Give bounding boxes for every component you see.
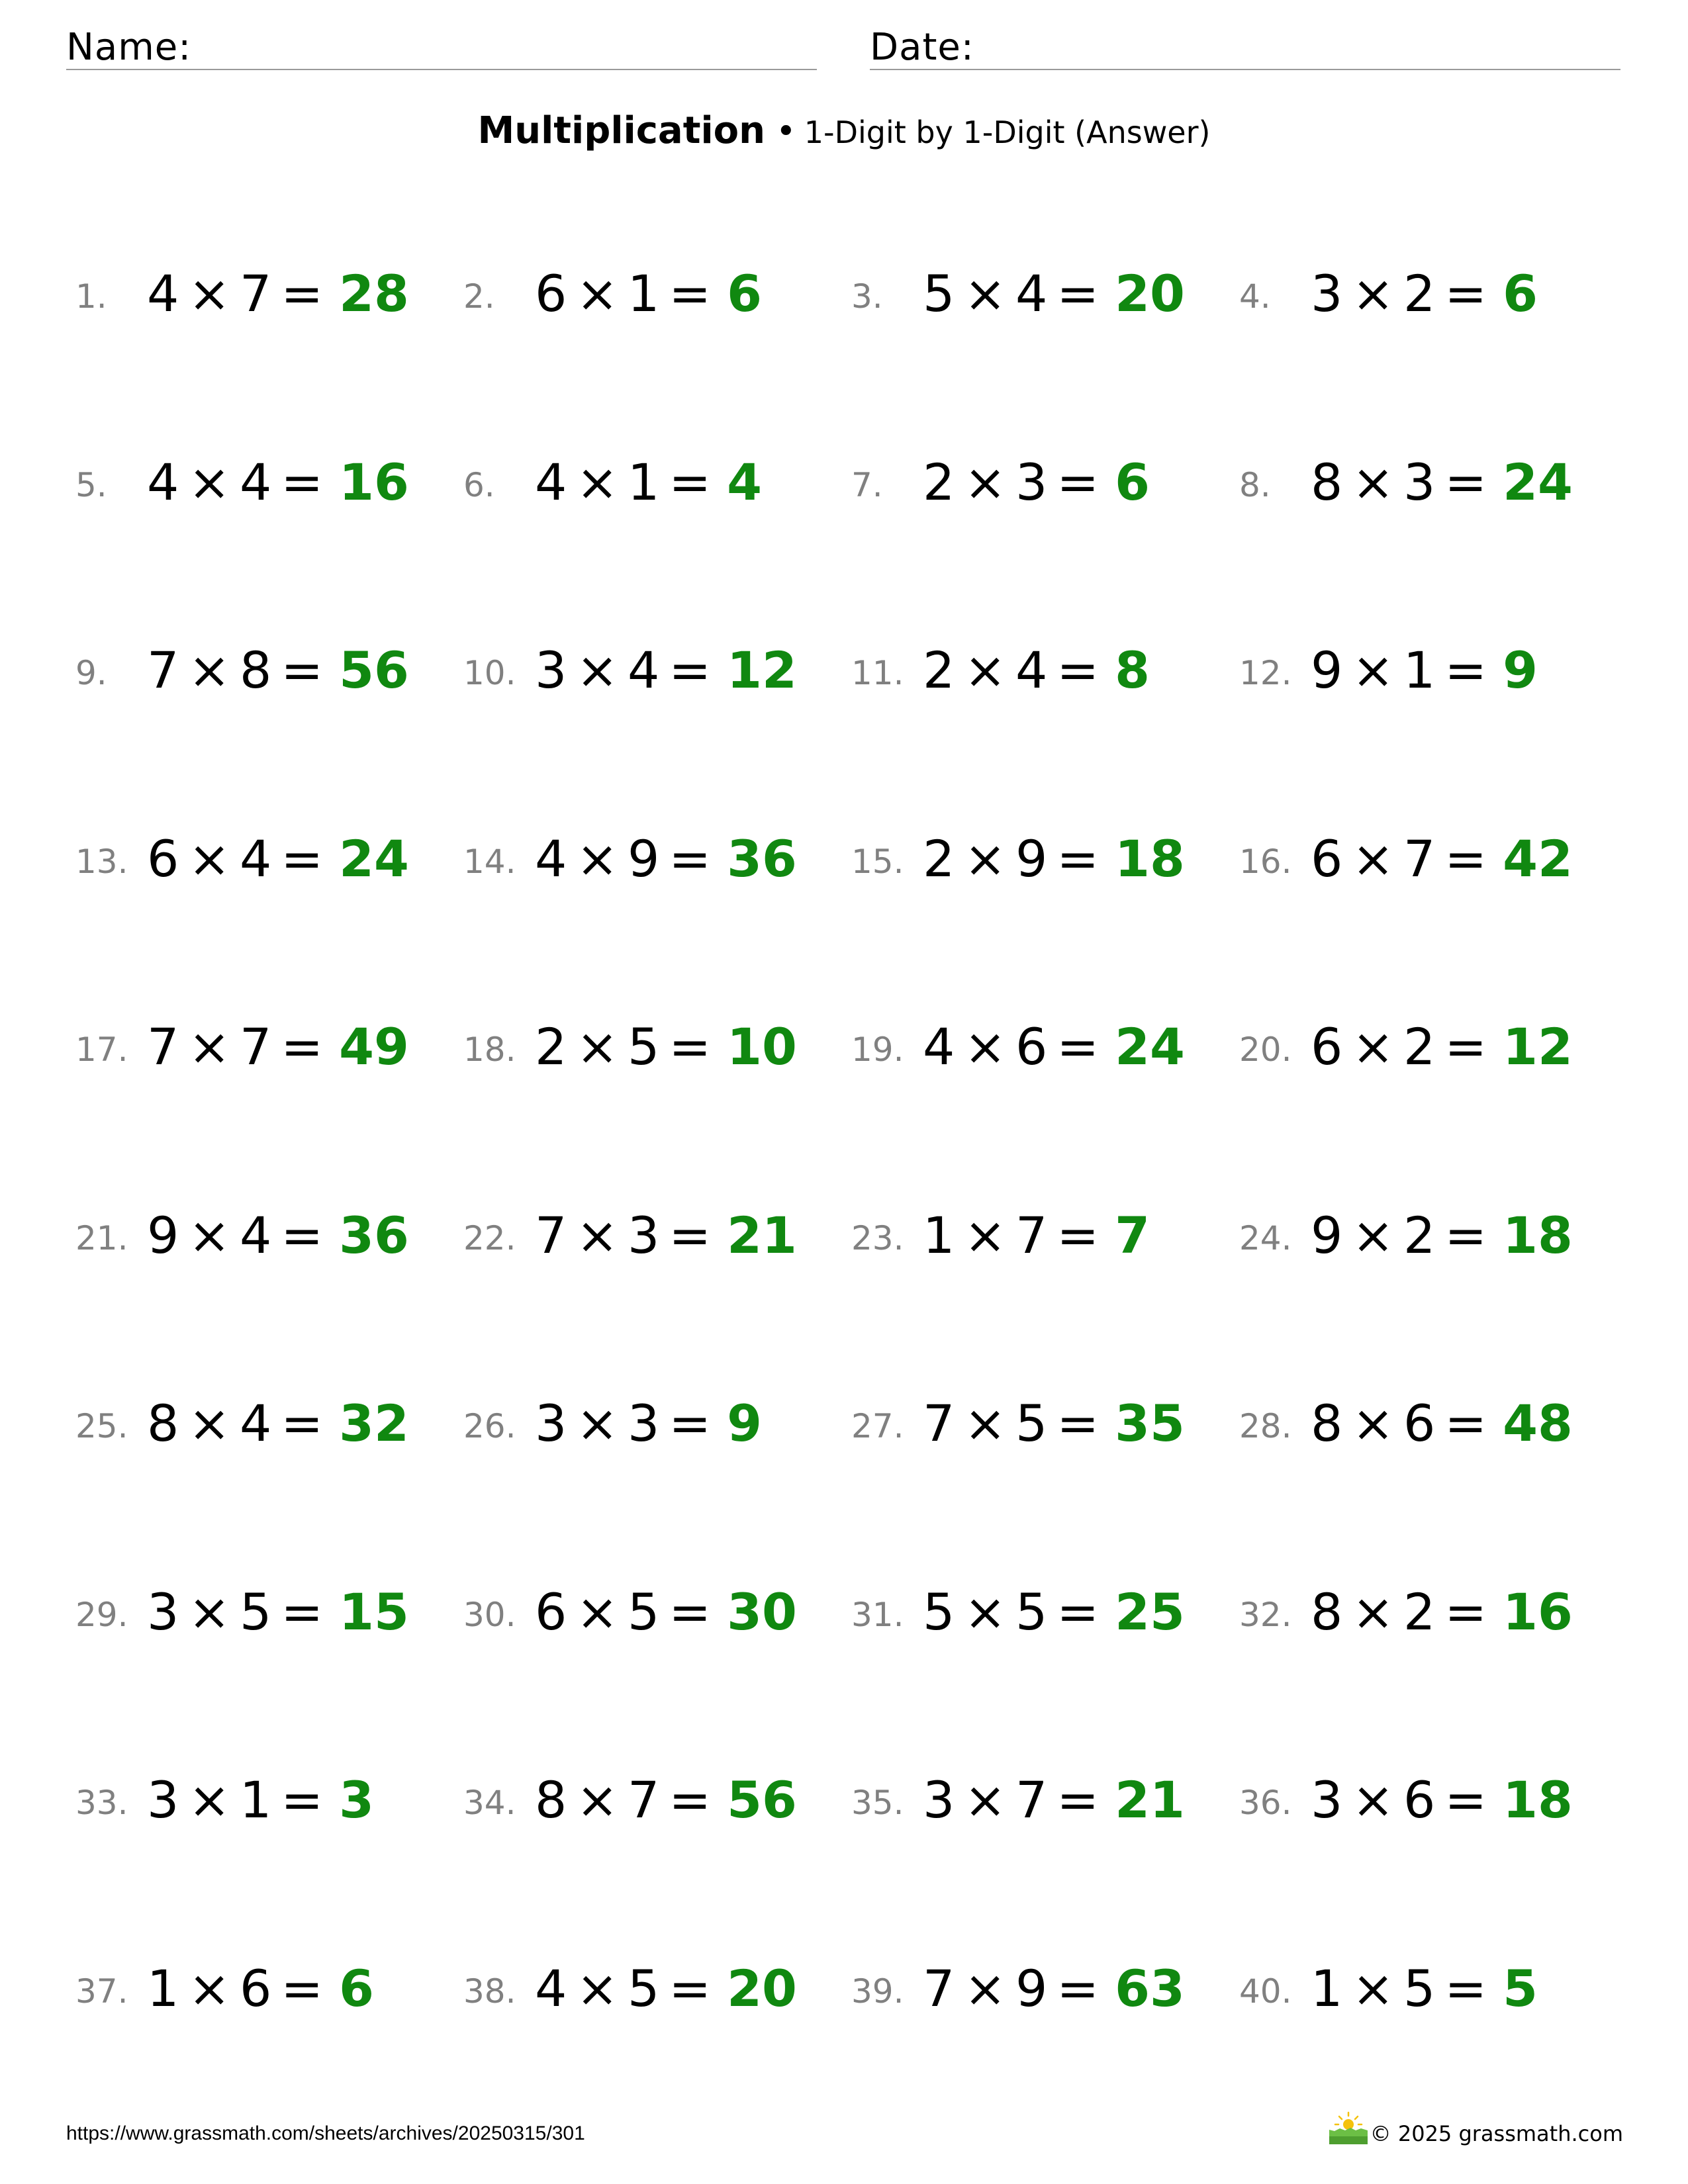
times-symbol: ×	[1352, 264, 1395, 323]
factor-a: 5	[923, 264, 955, 323]
problem-number: 23.	[851, 1219, 904, 1257]
factor-b: 6	[1403, 1394, 1436, 1453]
answer: 21	[1115, 1770, 1185, 1829]
equals-symbol: =	[281, 829, 324, 888]
problem-expression	[147, 1961, 374, 2017]
name-label: Name:	[66, 26, 192, 69]
equals-symbol: =	[669, 1959, 712, 2018]
factor-b: 8	[240, 641, 272, 700]
problem-expression	[1311, 1208, 1573, 1263]
problem-number: 14.	[463, 842, 516, 881]
problem-number: 11.	[851, 654, 904, 692]
factor-a: 1	[1311, 1959, 1343, 2018]
factor-b: 4	[240, 829, 272, 888]
problem-expression	[923, 1396, 1185, 1451]
factor-a: 2	[923, 641, 955, 700]
problem-number: 5.	[75, 466, 107, 504]
answer: 35	[1115, 1394, 1185, 1453]
grass-sun-logo-icon	[1327, 2110, 1370, 2146]
title-separator: •	[776, 112, 796, 152]
equals-symbol: =	[281, 453, 324, 512]
answer: 9	[727, 1394, 762, 1453]
equals-symbol: =	[1056, 641, 1100, 700]
equals-symbol: =	[1444, 641, 1487, 700]
problem-number: 1.	[75, 277, 107, 316]
factor-a: 3	[1311, 1770, 1343, 1829]
answer: 7	[1115, 1206, 1150, 1265]
answer: 24	[1503, 453, 1573, 512]
times-symbol: ×	[188, 829, 231, 888]
factor-a: 2	[923, 829, 955, 888]
factor-a: 9	[1311, 1206, 1343, 1265]
problem-number: 20.	[1239, 1030, 1292, 1069]
equals-symbol: =	[669, 641, 712, 700]
factor-a: 3	[1311, 264, 1343, 323]
factor-a: 3	[535, 1394, 567, 1453]
problem-expression	[535, 1772, 797, 1828]
problem-expression	[147, 1019, 409, 1075]
answer: 24	[1115, 1017, 1185, 1076]
problem-number: 25.	[75, 1407, 128, 1445]
problem-expression	[923, 455, 1150, 510]
factor-a: 4	[535, 1959, 567, 2018]
problem-number: 22.	[463, 1219, 516, 1257]
answer: 25	[1115, 1582, 1185, 1641]
factor-b: 9	[628, 829, 660, 888]
answer: 12	[727, 641, 797, 700]
equals-symbol: =	[1056, 1959, 1100, 2018]
factor-b: 7	[240, 1017, 272, 1076]
factor-a: 7	[147, 641, 179, 700]
factor-a: 4	[147, 453, 179, 512]
answer: 15	[339, 1582, 409, 1641]
factor-a: 3	[535, 641, 567, 700]
problem-expression	[147, 266, 409, 322]
answer: 8	[1115, 641, 1150, 700]
answer: 36	[339, 1206, 409, 1265]
equals-symbol: =	[669, 1206, 712, 1265]
equals-symbol: =	[281, 1959, 324, 2018]
factor-b: 1	[628, 453, 660, 512]
factor-b: 9	[1015, 829, 1048, 888]
problem-number: 27.	[851, 1407, 904, 1445]
factor-a: 2	[923, 453, 955, 512]
problem-expression	[923, 831, 1185, 887]
times-symbol: ×	[576, 1394, 619, 1453]
times-symbol: ×	[188, 264, 231, 323]
factor-b: 7	[1015, 1770, 1048, 1829]
times-symbol: ×	[188, 1959, 231, 2018]
factor-b: 5	[1015, 1582, 1048, 1641]
factor-b: 5	[628, 1017, 660, 1076]
factor-a: 6	[1311, 829, 1343, 888]
problem-number: 37.	[75, 1972, 128, 2011]
answer: 6	[1115, 453, 1150, 512]
problem-number: 30.	[463, 1596, 516, 1634]
answer: 48	[1503, 1394, 1573, 1453]
factor-a: 8	[1311, 453, 1343, 512]
factor-b: 5	[1403, 1959, 1436, 2018]
problem-expression	[535, 1396, 762, 1451]
times-symbol: ×	[1352, 1959, 1395, 2018]
equals-symbol: =	[281, 1017, 324, 1076]
factor-a: 8	[147, 1394, 179, 1453]
problem-expression	[1311, 1961, 1538, 2017]
answer: 36	[727, 829, 797, 888]
factor-a: 3	[147, 1582, 179, 1641]
problem-expression	[1311, 1772, 1573, 1828]
problem-expression	[535, 1584, 797, 1640]
answer: 4	[727, 453, 762, 512]
times-symbol: ×	[1352, 1394, 1395, 1453]
factor-b: 5	[628, 1582, 660, 1641]
equals-symbol: =	[1056, 1770, 1100, 1829]
factor-b: 6	[240, 1959, 272, 2018]
times-symbol: ×	[964, 1017, 1007, 1076]
factor-b: 9	[1015, 1959, 1048, 2018]
equals-symbol: =	[1444, 264, 1487, 323]
factor-a: 9	[1311, 641, 1343, 700]
times-symbol: ×	[576, 1959, 619, 2018]
factor-a: 6	[1311, 1017, 1343, 1076]
times-symbol: ×	[576, 264, 619, 323]
equals-symbol: =	[669, 1394, 712, 1453]
answer: 10	[727, 1017, 797, 1076]
times-symbol: ×	[964, 264, 1007, 323]
problem-number: 32.	[1239, 1596, 1292, 1634]
factor-a: 9	[147, 1206, 179, 1265]
factor-b: 1	[628, 264, 660, 323]
problem-number: 12.	[1239, 654, 1292, 692]
factor-b: 2	[1403, 264, 1436, 323]
problem-expression	[923, 1772, 1185, 1828]
problem-expression	[147, 1208, 409, 1263]
date-label: Date:	[870, 26, 974, 69]
problem-expression	[1311, 1584, 1573, 1640]
problem-number: 2.	[463, 277, 495, 316]
problem-number: 21.	[75, 1219, 128, 1257]
times-symbol: ×	[1352, 1206, 1395, 1265]
factor-b: 7	[1403, 829, 1436, 888]
problem-expression	[1311, 1396, 1573, 1451]
times-symbol: ×	[576, 1017, 619, 1076]
times-symbol: ×	[188, 1770, 231, 1829]
factor-b: 1	[240, 1770, 272, 1829]
times-symbol: ×	[188, 1582, 231, 1641]
problem-expression	[535, 455, 762, 510]
times-symbol: ×	[964, 1206, 1007, 1265]
factor-a: 4	[535, 453, 567, 512]
problem-expression	[535, 643, 797, 698]
equals-symbol: =	[669, 1582, 712, 1641]
problem-expression	[1311, 831, 1573, 887]
factor-b: 4	[628, 641, 660, 700]
factor-b: 3	[628, 1206, 660, 1265]
factor-b: 2	[1403, 1206, 1436, 1265]
answer: 24	[339, 829, 409, 888]
answer: 63	[1115, 1959, 1185, 2018]
problem-number: 34.	[463, 1784, 516, 1822]
problem-expression	[923, 1584, 1185, 1640]
answer: 12	[1503, 1017, 1573, 1076]
problem-expression	[923, 266, 1185, 322]
factor-a: 3	[147, 1770, 179, 1829]
factor-a: 7	[923, 1394, 955, 1453]
problem-expression	[923, 1019, 1185, 1075]
equals-symbol: =	[1056, 453, 1100, 512]
equals-symbol: =	[1056, 264, 1100, 323]
equals-symbol: =	[281, 1206, 324, 1265]
equals-symbol: =	[1444, 1959, 1487, 2018]
problem-expression	[1311, 643, 1538, 698]
equals-symbol: =	[1056, 1017, 1100, 1076]
answer: 18	[1503, 1206, 1573, 1265]
times-symbol: ×	[1352, 453, 1395, 512]
equals-symbol: =	[1056, 829, 1100, 888]
equals-symbol: =	[1444, 1017, 1487, 1076]
problem-expression	[147, 1396, 409, 1451]
factor-a: 8	[1311, 1394, 1343, 1453]
factor-a: 6	[535, 1582, 567, 1641]
title-subtitle: 1-Digit by 1-Digit (Answer)	[804, 114, 1211, 150]
times-symbol: ×	[964, 641, 1007, 700]
factor-b: 7	[240, 264, 272, 323]
problem-expression	[535, 1208, 797, 1263]
factor-b: 5	[1015, 1394, 1048, 1453]
equals-symbol: =	[1444, 453, 1487, 512]
equals-symbol: =	[1056, 1394, 1100, 1453]
problem-number: 15.	[851, 842, 904, 881]
problem-number: 24.	[1239, 1219, 1292, 1257]
answer: 49	[339, 1017, 409, 1076]
problem-number: 13.	[75, 842, 128, 881]
problem-number: 19.	[851, 1030, 904, 1069]
factor-a: 7	[923, 1959, 955, 2018]
equals-symbol: =	[1444, 1582, 1487, 1641]
problem-number: 3.	[851, 277, 883, 316]
factor-b: 6	[1015, 1017, 1048, 1076]
equals-symbol: =	[281, 641, 324, 700]
title-main: Multiplication	[477, 109, 766, 152]
times-symbol: ×	[964, 1582, 1007, 1641]
problem-expression	[535, 831, 797, 887]
times-symbol: ×	[964, 453, 1007, 512]
times-symbol: ×	[964, 1959, 1007, 2018]
times-symbol: ×	[964, 829, 1007, 888]
problem-expression	[535, 1019, 797, 1075]
answer: 6	[1503, 264, 1538, 323]
problem-number: 16.	[1239, 842, 1292, 881]
equals-symbol: =	[669, 453, 712, 512]
times-symbol: ×	[576, 1582, 619, 1641]
factor-b: 3	[1403, 453, 1436, 512]
factor-a: 3	[923, 1770, 955, 1829]
factor-b: 5	[240, 1582, 272, 1641]
problem-expression	[1311, 1019, 1573, 1075]
problem-number: 26.	[463, 1407, 516, 1445]
problem-number: 17.	[75, 1030, 128, 1069]
times-symbol: ×	[188, 1394, 231, 1453]
equals-symbol: =	[281, 1582, 324, 1641]
times-symbol: ×	[1352, 1017, 1395, 1076]
equals-symbol: =	[669, 1017, 712, 1076]
equals-symbol: =	[1056, 1582, 1100, 1641]
problem-number: 8.	[1239, 466, 1271, 504]
problem-number: 39.	[851, 1972, 904, 2011]
times-symbol: ×	[1352, 829, 1395, 888]
problem-expression	[535, 1961, 797, 2017]
factor-b: 4	[240, 1206, 272, 1265]
factor-a: 5	[923, 1582, 955, 1641]
equals-symbol: =	[1444, 829, 1487, 888]
problem-expression	[923, 1208, 1150, 1263]
times-symbol: ×	[1352, 1582, 1395, 1641]
answer: 18	[1503, 1770, 1573, 1829]
times-symbol: ×	[1352, 1770, 1395, 1829]
factor-b: 2	[1403, 1017, 1436, 1076]
factor-a: 1	[147, 1959, 179, 2018]
answer: 6	[339, 1959, 374, 2018]
factor-a: 6	[535, 264, 567, 323]
problem-number: 7.	[851, 466, 883, 504]
times-symbol: ×	[576, 1206, 619, 1265]
equals-symbol: =	[281, 1770, 324, 1829]
answer: 42	[1503, 829, 1573, 888]
problem-expression	[147, 831, 409, 887]
problem-number: 9.	[75, 654, 107, 692]
answer: 56	[339, 641, 409, 700]
equals-symbol: =	[1056, 1206, 1100, 1265]
problem-expression	[535, 266, 762, 322]
problem-number: 35.	[851, 1784, 904, 1822]
equals-symbol: =	[669, 829, 712, 888]
times-symbol: ×	[576, 829, 619, 888]
problem-number: 31.	[851, 1596, 904, 1634]
problem-number: 4.	[1239, 277, 1271, 316]
answer: 5	[1503, 1959, 1538, 2018]
problem-number: 18.	[463, 1030, 516, 1069]
problem-number: 38.	[463, 1972, 516, 2011]
problem-number: 40.	[1239, 1972, 1292, 2011]
equals-symbol: =	[669, 1770, 712, 1829]
factor-a: 2	[535, 1017, 567, 1076]
problem-expression	[1311, 266, 1538, 322]
footer-copyright: © 2025 grassmath.com	[1370, 2121, 1623, 2146]
answer: 28	[339, 264, 409, 323]
times-symbol: ×	[188, 641, 231, 700]
factor-b: 7	[1015, 1206, 1048, 1265]
equals-symbol: =	[669, 264, 712, 323]
equals-symbol: =	[1444, 1394, 1487, 1453]
equals-symbol: =	[1444, 1206, 1487, 1265]
times-symbol: ×	[188, 1017, 231, 1076]
problem-expression	[147, 1584, 409, 1640]
problem-number: 36.	[1239, 1784, 1292, 1822]
times-symbol: ×	[964, 1770, 1007, 1829]
answer: 16	[339, 453, 409, 512]
factor-a: 7	[535, 1206, 567, 1265]
factor-a: 7	[147, 1017, 179, 1076]
factor-b: 3	[1015, 453, 1048, 512]
factor-a: 4	[535, 829, 567, 888]
factor-b: 3	[628, 1394, 660, 1453]
factor-a: 6	[147, 829, 179, 888]
problem-expression	[923, 1961, 1185, 2017]
problem-number: 10.	[463, 654, 516, 692]
answer: 56	[727, 1770, 797, 1829]
factor-b: 2	[1403, 1582, 1436, 1641]
problem-number: 29.	[75, 1596, 128, 1634]
answer: 30	[727, 1582, 797, 1641]
times-symbol: ×	[1352, 641, 1395, 700]
answer: 9	[1503, 641, 1538, 700]
answer: 16	[1503, 1582, 1573, 1641]
problem-expression	[147, 643, 409, 698]
factor-b: 7	[628, 1770, 660, 1829]
factor-b: 4	[240, 453, 272, 512]
equals-symbol: =	[1444, 1770, 1487, 1829]
problem-expression	[147, 1772, 374, 1828]
equals-symbol: =	[281, 1394, 324, 1453]
factor-b: 4	[240, 1394, 272, 1453]
problem-expression	[923, 643, 1150, 698]
factor-b: 4	[1015, 641, 1048, 700]
factor-a: 8	[1311, 1582, 1343, 1641]
times-symbol: ×	[576, 641, 619, 700]
answer: 6	[727, 264, 762, 323]
problem-expression	[1311, 455, 1573, 510]
problem-number: 6.	[463, 466, 495, 504]
times-symbol: ×	[188, 1206, 231, 1265]
answer: 20	[727, 1959, 797, 2018]
answer: 3	[339, 1770, 374, 1829]
factor-a: 8	[535, 1770, 567, 1829]
times-symbol: ×	[964, 1394, 1007, 1453]
factor-b: 4	[1015, 264, 1048, 323]
equals-symbol: =	[281, 264, 324, 323]
footer-url[interactable]: https://www.grassmath.com/sheets/archives/20250315/301	[66, 2122, 585, 2144]
problem-expression	[147, 455, 409, 510]
factor-b: 5	[628, 1959, 660, 2018]
factor-a: 1	[923, 1206, 955, 1265]
answer: 21	[727, 1206, 797, 1265]
answer: 32	[339, 1394, 409, 1453]
times-symbol: ×	[576, 453, 619, 512]
factor-a: 4	[147, 264, 179, 323]
problem-number: 28.	[1239, 1407, 1292, 1445]
answer: 18	[1115, 829, 1185, 888]
times-symbol: ×	[576, 1770, 619, 1829]
problem-number: 33.	[75, 1784, 128, 1822]
factor-b: 1	[1403, 641, 1436, 700]
factor-b: 6	[1403, 1770, 1436, 1829]
times-symbol: ×	[188, 453, 231, 512]
factor-a: 4	[923, 1017, 955, 1076]
answer: 20	[1115, 264, 1185, 323]
